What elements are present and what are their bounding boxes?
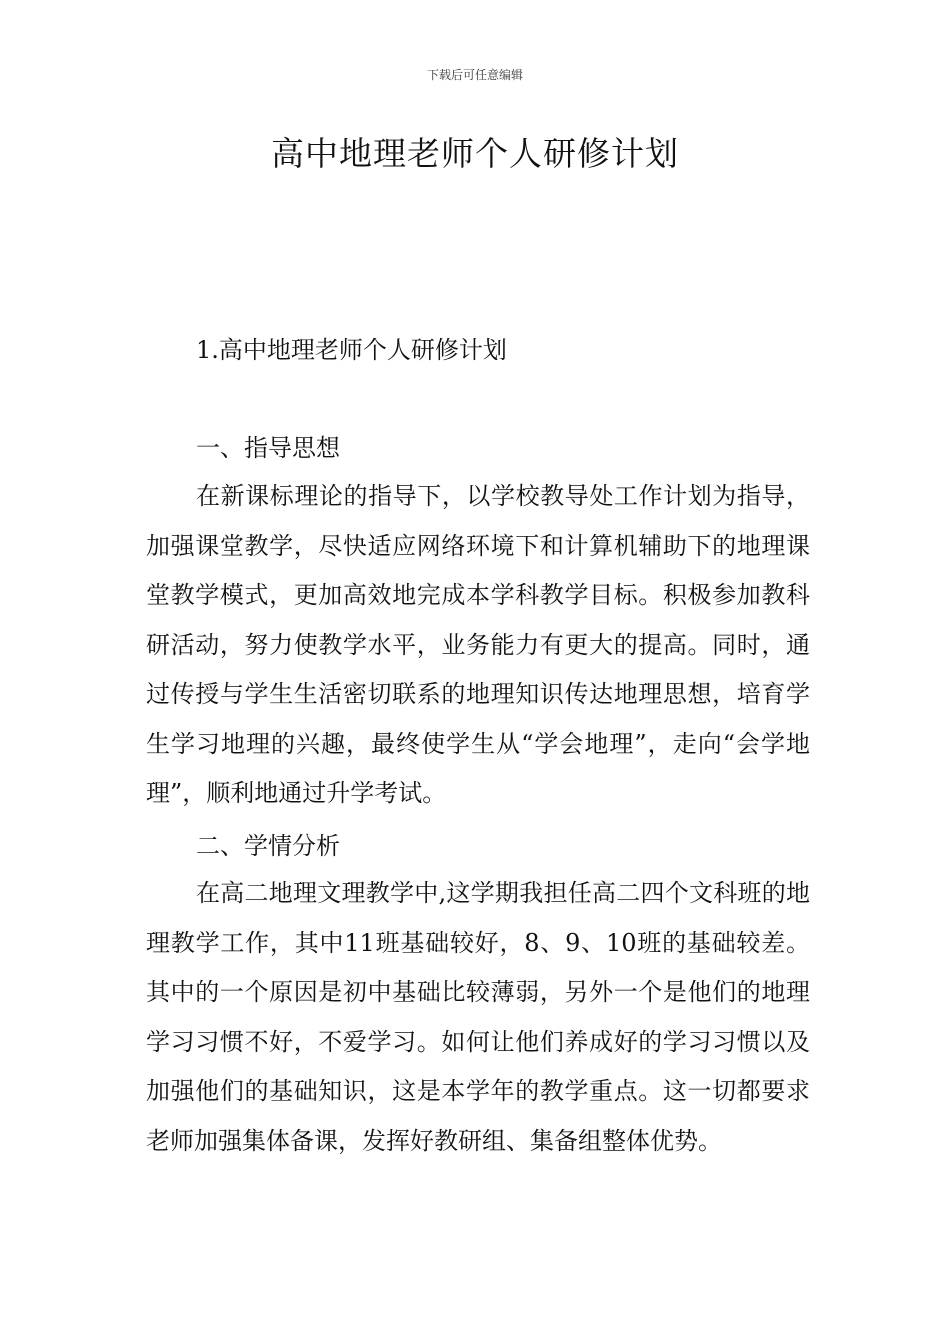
section-heading-student-analysis: 二、学情分析 — [196, 832, 340, 860]
header-note: 下载后可任意编辑 — [426, 68, 523, 82]
subtitle-line: 1.高中地理老师个人研修计划 — [196, 336, 507, 364]
document-title: 高中地理老师个人研修计划 — [271, 134, 679, 173]
section-heading-guiding-thought: 一、指导思想 — [196, 434, 340, 462]
section-paragraph-student-analysis: 在高二地理文理教学中,这学期我担任高二四个文科班的地理教学工作，其中11班基础较好，8、9、10班的基础较差。其中的一个原因是初中基础比较薄弱，另外一个是他们的地理学习习惯不好，不爱学习。如何让他们养成好的学习习惯以及加强他们的基础知识，这是本学年的教学重点。这一切都要求老师加强集体备课，发挥好教研组、集备组整体优势。 — [146, 879, 810, 1155]
section-paragraph-guiding-thought: 在新课标理论的指导下，以学校教导处工作计划为指导，加强课堂教学，尽快适应网络环境下和计算机辅助下的地理课堂教学模式，更加高效地完成本学科教学目标。积极参加教科研活动，努力使教学水平，业务能力有更大的提高。同时，通过传授与学生生活密切联系的地理知识传达地理思想，培育学生学习地理的兴趣，最终使学生从“学会地理”，走向“会学地理”，顺利地通过升学考试。 — [146, 482, 810, 807]
